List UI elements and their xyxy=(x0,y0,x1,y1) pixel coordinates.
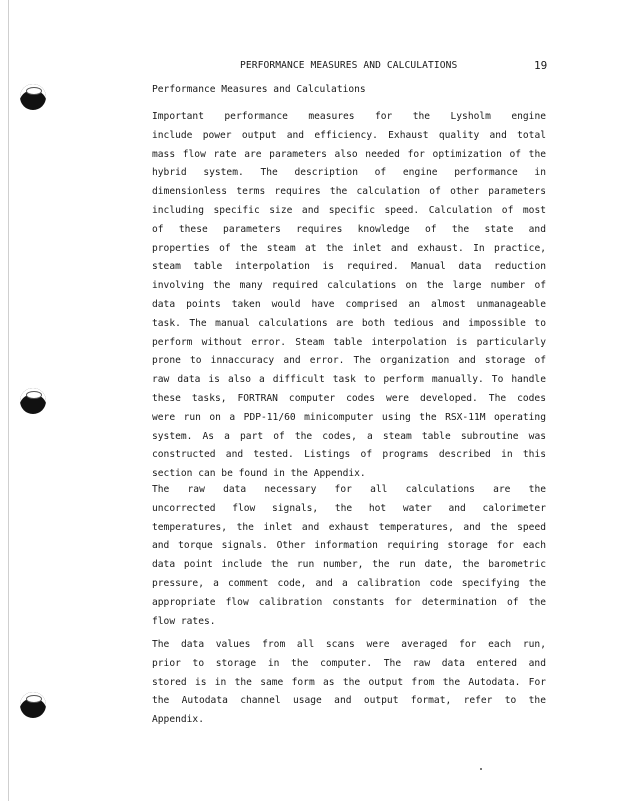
binder-hole-icon xyxy=(20,388,46,414)
text-line: raw data is also a difficult task to perform manually. To handle xyxy=(152,374,546,386)
text-line: and torque signals. Other information requiring storage for each xyxy=(152,540,546,552)
text-line: section can be found in the Appendix. xyxy=(152,468,366,480)
text-line: prior to storage in the computer. The raw data entered and xyxy=(152,657,546,669)
text-line: flow rates. xyxy=(152,615,216,627)
text-line: data points taken would have comprised an almost unmanageable xyxy=(152,298,546,310)
text-line: data point include the run number, the run date, the barometric xyxy=(152,559,546,571)
text-line: prone to innaccuracy and error. The organization and storage of xyxy=(152,355,546,367)
text-line: temperatures, the inlet and exhaust temperatures, and the speed xyxy=(152,521,546,533)
text-line: hybrid system. The description of engine performance in xyxy=(152,167,546,179)
paper-speck xyxy=(480,768,482,770)
text-line: Appendix. xyxy=(152,714,204,726)
paragraph xyxy=(152,108,546,484)
paragraph xyxy=(152,636,546,730)
text-line: including specific size and specific speed. Calculation of most xyxy=(152,204,546,216)
text-line: appropriate flow calibration constants for determination of the xyxy=(152,596,546,608)
text-line: constructed and tested. Listings of programs described in this xyxy=(152,449,546,461)
text-line: of these parameters requires knowledge of the state and xyxy=(152,223,546,235)
text-line: involving the many required calculations on the large number of xyxy=(152,280,546,292)
text-line: Important performance measures for the Lysholm engine xyxy=(152,111,546,122)
text-line: task. The manual calculations are both tedious and impossible to xyxy=(152,317,546,329)
text-line: properties of the steam at the inlet and exhaust. In practice, xyxy=(152,242,546,254)
text-line: steam table interpolation is required. Manual data reduction xyxy=(152,261,546,273)
section-title: Performance Measures and Calculations xyxy=(152,84,366,95)
text-line: perform without error. Steam table interpolation is particularly xyxy=(152,336,546,348)
text-line: include power output and efficiency. Exhaust quality and total xyxy=(152,129,546,141)
text-line: The raw data necessary for all calculations are the xyxy=(152,484,546,495)
text-line: uncorrected flow signals, the hot water and calorimeter xyxy=(152,502,546,514)
text-line: the Autodata channel usage and output format, refer to the xyxy=(152,695,546,707)
page-number: 19 xyxy=(534,59,548,72)
text-line: stored is in the same form as the output from the Autodata. For xyxy=(152,676,546,688)
text-line: pressure, a comment code, and a calibration code specifying the xyxy=(152,577,546,589)
text-line: The data values from all scans were averaged for each run, xyxy=(152,639,546,650)
text-line: these tasks, FORTRAN computer codes were developed. The codes xyxy=(152,392,546,404)
paragraph xyxy=(152,481,546,631)
text-line: were run on a PDP-11/60 minicomputer using the RSX-11M operating xyxy=(152,411,546,423)
text-line: dimensionless terms requires the calculation of other parameters xyxy=(152,186,546,198)
running-head: PERFORMANCE MEASURES AND CALCULATIONS xyxy=(240,60,458,71)
binder-hole-icon xyxy=(20,692,46,718)
text-line: system. As a part of the codes, a steam table subroutine was xyxy=(152,430,546,442)
text-line: mass flow rate are parameters also needed for optimization of the xyxy=(152,148,546,160)
binder-hole-icon xyxy=(20,84,46,110)
page-edge-line xyxy=(8,0,9,801)
